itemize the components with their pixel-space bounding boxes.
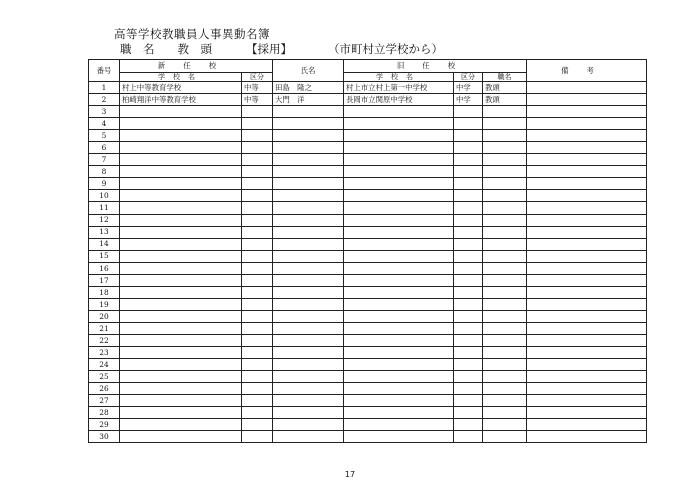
row-number: 27	[89, 395, 120, 407]
staff-name	[273, 214, 344, 226]
remarks-cell	[527, 190, 647, 202]
table-row	[89, 94, 647, 106]
remarks-cell	[527, 274, 647, 286]
new-school-category	[242, 322, 273, 334]
former-school-name	[344, 419, 454, 431]
position-title	[483, 214, 527, 226]
new-school-name	[120, 431, 242, 443]
remarks-cell	[527, 431, 647, 443]
former-school-name	[344, 178, 454, 190]
remarks-cell	[527, 419, 647, 431]
remarks-cell	[527, 310, 647, 322]
new-school-name	[120, 118, 242, 130]
staff-name	[273, 334, 344, 346]
position-title	[483, 395, 527, 407]
row-number: 21	[89, 322, 120, 334]
table-row	[89, 407, 647, 419]
new-school-category	[242, 178, 273, 190]
former-school-category	[454, 250, 483, 262]
new-school-name	[120, 214, 242, 226]
page-number: 17	[344, 470, 356, 479]
position-title: 教頭	[483, 82, 527, 94]
header-former-school: 旧任校	[344, 60, 527, 73]
former-school-category	[454, 154, 483, 166]
former-school-name	[344, 395, 454, 407]
header-new-school: 新任校	[120, 60, 273, 73]
new-school-category	[242, 371, 273, 383]
former-school-category: 中学	[454, 94, 483, 106]
new-school-name	[120, 178, 242, 190]
former-school-category	[454, 431, 483, 443]
former-school-name	[344, 347, 454, 359]
staff-name	[273, 286, 344, 298]
table-row	[89, 274, 647, 286]
position-title	[483, 286, 527, 298]
table-row	[89, 142, 647, 154]
table-row	[89, 286, 647, 298]
staff-name	[273, 262, 344, 274]
staff-name	[273, 178, 344, 190]
source-note: （市町村立学校から）	[328, 42, 443, 56]
new-school-name	[120, 142, 242, 154]
former-school-category	[454, 322, 483, 334]
position-title	[483, 106, 527, 118]
new-school-category	[242, 383, 273, 395]
header-no: 番号	[89, 60, 120, 82]
row-number: 7	[89, 154, 120, 166]
former-school-name	[344, 106, 454, 118]
new-school-name	[120, 371, 242, 383]
former-school-name	[344, 322, 454, 334]
former-school-category	[454, 334, 483, 346]
staff-name	[273, 154, 344, 166]
former-school-name	[344, 286, 454, 298]
new-school-name	[120, 347, 242, 359]
new-school-category	[242, 407, 273, 419]
former-school-category	[454, 419, 483, 431]
remarks-cell	[527, 250, 647, 262]
table-row	[89, 214, 647, 226]
new-school-name	[120, 322, 242, 334]
remarks-cell	[527, 238, 647, 250]
remarks-cell	[527, 371, 647, 383]
table-row	[89, 166, 647, 178]
document-title: 高等学校教職員人事異動名簿	[114, 27, 270, 41]
staff-name	[273, 118, 344, 130]
former-school-name	[344, 166, 454, 178]
position-heading: 職 名 教 頭	[120, 42, 212, 56]
row-number: 26	[89, 383, 120, 395]
row-number: 20	[89, 310, 120, 322]
former-school-name	[344, 250, 454, 262]
new-school-category	[242, 334, 273, 346]
personnel-roster-table	[88, 59, 647, 443]
former-school-category	[454, 178, 483, 190]
staff-name	[273, 431, 344, 443]
table-row	[89, 298, 647, 310]
table-row	[89, 322, 647, 334]
new-school-name	[120, 238, 242, 250]
remarks-cell	[527, 178, 647, 190]
new-school-category	[242, 202, 273, 214]
table-row	[89, 106, 647, 118]
new-school-category	[242, 250, 273, 262]
new-school-category: 中等	[242, 82, 273, 94]
former-school-category	[454, 202, 483, 214]
former-school-category	[454, 106, 483, 118]
table-row	[89, 82, 647, 94]
former-school-name	[344, 407, 454, 419]
header-former-category: 区分	[454, 73, 483, 82]
former-school-name	[344, 202, 454, 214]
header-remarks: 備考	[527, 60, 647, 82]
staff-name	[273, 250, 344, 262]
new-school-category	[242, 419, 273, 431]
former-school-name	[344, 359, 454, 371]
row-number: 29	[89, 419, 120, 431]
new-school-name	[120, 419, 242, 431]
new-school-category	[242, 118, 273, 130]
staff-name	[273, 371, 344, 383]
new-school-category	[242, 347, 273, 359]
row-number: 25	[89, 371, 120, 383]
remarks-cell	[527, 202, 647, 214]
table-row	[89, 190, 647, 202]
position-title	[483, 383, 527, 395]
row-number: 22	[89, 334, 120, 346]
staff-name	[273, 310, 344, 322]
row-number: 4	[89, 118, 120, 130]
remarks-cell	[527, 106, 647, 118]
staff-name	[273, 322, 344, 334]
new-school-name	[120, 334, 242, 346]
remarks-cell	[527, 286, 647, 298]
former-school-name	[344, 118, 454, 130]
new-school-name	[120, 407, 242, 419]
former-school-category	[454, 118, 483, 130]
staff-name	[273, 383, 344, 395]
table-row	[89, 383, 647, 395]
new-school-category	[242, 274, 273, 286]
former-school-category	[454, 262, 483, 274]
former-school-category	[454, 359, 483, 371]
new-school-name	[120, 250, 242, 262]
position-title	[483, 202, 527, 214]
new-school-category	[242, 286, 273, 298]
table-row	[89, 178, 647, 190]
position-title	[483, 419, 527, 431]
new-school-name	[120, 202, 242, 214]
table-row	[89, 371, 647, 383]
table-row	[89, 250, 647, 262]
row-number: 3	[89, 106, 120, 118]
position-title	[483, 130, 527, 142]
row-number: 16	[89, 262, 120, 274]
staff-name	[273, 407, 344, 419]
table-row	[89, 154, 647, 166]
former-school-name	[344, 142, 454, 154]
row-number: 13	[89, 226, 120, 238]
position-title	[483, 226, 527, 238]
row-number: 8	[89, 166, 120, 178]
remarks-cell	[527, 395, 647, 407]
new-school-category	[242, 298, 273, 310]
new-school-name	[120, 395, 242, 407]
remarks-cell	[527, 130, 647, 142]
row-number: 28	[89, 407, 120, 419]
row-number: 6	[89, 142, 120, 154]
former-school-name: 長岡市立関原中学校	[344, 94, 454, 106]
position-title	[483, 347, 527, 359]
new-school-name: 柏崎翔洋中等教育学校	[120, 94, 242, 106]
former-school-name	[344, 130, 454, 142]
position-title	[483, 310, 527, 322]
table-row	[89, 419, 647, 431]
staff-name	[273, 106, 344, 118]
former-school-category	[454, 274, 483, 286]
remarks-cell	[527, 154, 647, 166]
position-title	[483, 190, 527, 202]
former-school-name	[344, 238, 454, 250]
position-title	[483, 262, 527, 274]
new-school-name	[120, 383, 242, 395]
row-number: 23	[89, 347, 120, 359]
row-number: 1	[89, 82, 120, 94]
row-number: 15	[89, 250, 120, 262]
former-school-category	[454, 310, 483, 322]
position-title	[483, 322, 527, 334]
former-school-name	[344, 226, 454, 238]
table-row	[89, 130, 647, 142]
new-school-name	[120, 359, 242, 371]
remarks-cell	[527, 94, 647, 106]
remarks-cell	[527, 118, 647, 130]
header-new-school-name: 学校名	[120, 73, 242, 82]
header-former-school-name: 学校名	[344, 73, 454, 82]
former-school-category	[454, 383, 483, 395]
appointment-type: 【採用】	[246, 42, 292, 56]
new-school-category	[242, 214, 273, 226]
former-school-name	[344, 274, 454, 286]
staff-name	[273, 419, 344, 431]
table-row	[89, 347, 647, 359]
former-school-category: 中学	[454, 82, 483, 94]
new-school-category	[242, 130, 273, 142]
remarks-cell	[527, 142, 647, 154]
former-school-category	[454, 190, 483, 202]
new-school-category	[242, 431, 273, 443]
position-title	[483, 166, 527, 178]
remarks-cell	[527, 347, 647, 359]
new-school-category	[242, 190, 273, 202]
new-school-name	[120, 166, 242, 178]
former-school-name	[344, 190, 454, 202]
row-number: 18	[89, 286, 120, 298]
new-school-name	[120, 130, 242, 142]
new-school-name	[120, 190, 242, 202]
header-position: 職名	[483, 73, 527, 82]
former-school-category	[454, 166, 483, 178]
position-title	[483, 334, 527, 346]
new-school-name	[120, 286, 242, 298]
new-school-category	[242, 166, 273, 178]
new-school-category	[242, 359, 273, 371]
former-school-category	[454, 214, 483, 226]
table-row	[89, 359, 647, 371]
former-school-category	[454, 226, 483, 238]
row-number: 9	[89, 178, 120, 190]
new-school-category	[242, 226, 273, 238]
former-school-category	[454, 142, 483, 154]
position-title	[483, 178, 527, 190]
remarks-cell	[527, 262, 647, 274]
position-title	[483, 371, 527, 383]
staff-name	[273, 359, 344, 371]
table-row	[89, 310, 647, 322]
row-number: 17	[89, 274, 120, 286]
former-school-name	[344, 371, 454, 383]
new-school-category: 中等	[242, 94, 273, 106]
row-number: 11	[89, 202, 120, 214]
new-school-category	[242, 395, 273, 407]
remarks-cell	[527, 82, 647, 94]
position-title	[483, 250, 527, 262]
position-title	[483, 274, 527, 286]
former-school-name	[344, 383, 454, 395]
new-school-category	[242, 142, 273, 154]
remarks-cell	[527, 359, 647, 371]
row-number: 24	[89, 359, 120, 371]
staff-name	[273, 226, 344, 238]
new-school-name	[120, 154, 242, 166]
row-number: 14	[89, 238, 120, 250]
remarks-cell	[527, 166, 647, 178]
new-school-category	[242, 238, 273, 250]
remarks-cell	[527, 214, 647, 226]
new-school-name: 村上中等教育学校	[120, 82, 242, 94]
former-school-name	[344, 334, 454, 346]
position-title	[483, 431, 527, 443]
staff-name	[273, 142, 344, 154]
new-school-category	[242, 310, 273, 322]
staff-name	[273, 238, 344, 250]
staff-name	[273, 166, 344, 178]
row-number: 12	[89, 214, 120, 226]
staff-name	[273, 190, 344, 202]
remarks-cell	[527, 334, 647, 346]
header-row-primary	[89, 60, 647, 73]
header-name: 氏名	[273, 60, 344, 82]
table-row	[89, 118, 647, 130]
subtitle	[120, 41, 443, 57]
table-row	[89, 238, 647, 250]
former-school-category	[454, 347, 483, 359]
former-school-category	[454, 286, 483, 298]
remarks-cell	[527, 407, 647, 419]
former-school-category	[454, 238, 483, 250]
staff-name	[273, 298, 344, 310]
position-title	[483, 154, 527, 166]
row-number: 10	[89, 190, 120, 202]
remarks-cell	[527, 298, 647, 310]
position-title: 教頭	[483, 94, 527, 106]
former-school-name	[344, 262, 454, 274]
staff-name	[273, 347, 344, 359]
remarks-cell	[527, 226, 647, 238]
new-school-category	[242, 154, 273, 166]
former-school-category	[454, 395, 483, 407]
new-school-name	[120, 106, 242, 118]
remarks-cell	[527, 383, 647, 395]
row-number: 30	[89, 431, 120, 443]
new-school-name	[120, 310, 242, 322]
former-school-name	[344, 214, 454, 226]
staff-name	[273, 202, 344, 214]
table-row	[89, 226, 647, 238]
roster-body	[89, 82, 647, 443]
header-new-category: 区分	[242, 73, 273, 82]
former-school-name	[344, 431, 454, 443]
row-number: 2	[89, 94, 120, 106]
row-number: 5	[89, 130, 120, 142]
former-school-category	[454, 371, 483, 383]
table-row	[89, 202, 647, 214]
table-row	[89, 395, 647, 407]
position-title	[483, 118, 527, 130]
staff-name	[273, 395, 344, 407]
staff-name: 大門 洋	[273, 94, 344, 106]
position-title	[483, 238, 527, 250]
table-row	[89, 431, 647, 443]
new-school-category	[242, 106, 273, 118]
former-school-name	[344, 154, 454, 166]
table-row	[89, 262, 647, 274]
new-school-name	[120, 226, 242, 238]
new-school-category	[242, 262, 273, 274]
former-school-name	[344, 298, 454, 310]
row-number: 19	[89, 298, 120, 310]
position-title	[483, 407, 527, 419]
former-school-category	[454, 407, 483, 419]
former-school-name	[344, 310, 454, 322]
position-title	[483, 142, 527, 154]
former-school-name: 村上市立村上第一中学校	[344, 82, 454, 94]
table-row	[89, 334, 647, 346]
new-school-name	[120, 262, 242, 274]
new-school-name	[120, 274, 242, 286]
staff-name	[273, 130, 344, 142]
position-title	[483, 359, 527, 371]
position-title	[483, 298, 527, 310]
former-school-category	[454, 130, 483, 142]
former-school-category	[454, 298, 483, 310]
new-school-name	[120, 298, 242, 310]
remarks-cell	[527, 322, 647, 334]
staff-name: 田島 隆之	[273, 82, 344, 94]
staff-name	[273, 274, 344, 286]
